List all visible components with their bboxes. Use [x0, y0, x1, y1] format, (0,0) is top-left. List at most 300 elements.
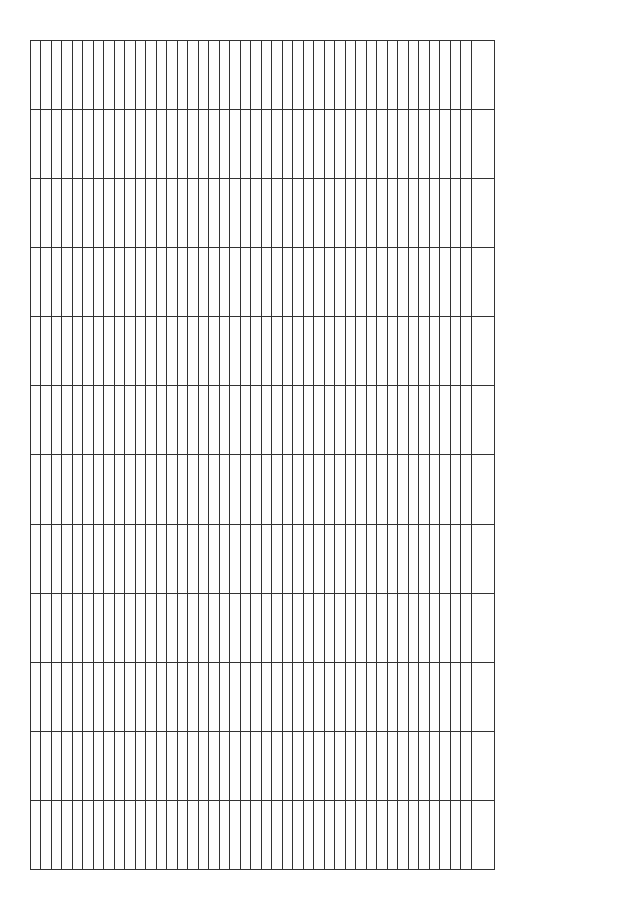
table-cell [31, 662, 42, 731]
table-cell [125, 179, 136, 248]
table-cell [157, 179, 168, 248]
table-row [398, 41, 409, 870]
table-cell [73, 731, 84, 800]
table-cell [251, 593, 262, 662]
table-cell [52, 662, 63, 731]
table-cell [293, 455, 304, 524]
header-cell [472, 731, 495, 800]
table-cell [377, 731, 388, 800]
table-cell [104, 800, 115, 869]
table-cell [220, 248, 231, 317]
table-cell [314, 41, 325, 110]
header-cell [472, 800, 495, 869]
table-cell [346, 386, 357, 455]
table-cell [304, 524, 315, 593]
table-cell [335, 386, 346, 455]
table-cell [209, 524, 220, 593]
table-cell [430, 593, 441, 662]
table-cell [125, 731, 136, 800]
table-cell [419, 110, 430, 179]
table-cell [388, 317, 399, 386]
table-cell [356, 524, 367, 593]
table-cell [94, 731, 105, 800]
table-cell [398, 317, 409, 386]
table-cell [146, 41, 157, 110]
table-cell [146, 248, 157, 317]
table-row [136, 41, 147, 870]
table-cell [304, 593, 315, 662]
table-cell [367, 800, 378, 869]
table-cell [335, 524, 346, 593]
table-cell [62, 455, 73, 524]
table-cell [304, 800, 315, 869]
table-cell [52, 524, 63, 593]
table-cell [199, 179, 210, 248]
header-cell [472, 41, 495, 110]
table-cell [272, 179, 283, 248]
table-cell [377, 662, 388, 731]
table-cell [367, 386, 378, 455]
table-cell [367, 731, 378, 800]
table-cell [31, 179, 42, 248]
table-cell [52, 41, 63, 110]
table-cell [125, 524, 136, 593]
table-cell [440, 41, 451, 110]
table-cell [94, 662, 105, 731]
table-cell [461, 731, 472, 800]
table-cell [377, 248, 388, 317]
table-cell [188, 593, 199, 662]
table-cell [440, 662, 451, 731]
table-cell [377, 455, 388, 524]
table-cell [451, 110, 462, 179]
table-cell [188, 731, 199, 800]
header-cell [472, 455, 495, 524]
table-cell [419, 317, 430, 386]
table-cell [167, 593, 178, 662]
table-cell [178, 41, 189, 110]
table-cell [461, 179, 472, 248]
table-cell [293, 800, 304, 869]
table-cell [73, 455, 84, 524]
table-cell [125, 41, 136, 110]
table-cell [251, 110, 262, 179]
table-cell [220, 593, 231, 662]
table-cell [314, 248, 325, 317]
table-cell [104, 731, 115, 800]
table-cell [304, 179, 315, 248]
table-cell [52, 800, 63, 869]
table-cell [314, 110, 325, 179]
header-cell [472, 662, 495, 731]
table-cell [251, 386, 262, 455]
table-cell [220, 317, 231, 386]
table-cell [199, 593, 210, 662]
table-cell [293, 179, 304, 248]
table-cell [388, 386, 399, 455]
header-cell [472, 593, 495, 662]
table-cell [283, 524, 294, 593]
table-cell [388, 41, 399, 110]
table-row [52, 41, 63, 870]
table-cell [293, 386, 304, 455]
table-cell [83, 800, 94, 869]
table-cell [230, 248, 241, 317]
table-cell [430, 386, 441, 455]
table-cell [157, 731, 168, 800]
table-cell [262, 662, 273, 731]
table-cell [314, 731, 325, 800]
table-cell [346, 110, 357, 179]
table-cell [125, 386, 136, 455]
table-cell [83, 41, 94, 110]
table-cell [52, 110, 63, 179]
table-cell [272, 41, 283, 110]
table-cell [73, 248, 84, 317]
table-cell [83, 110, 94, 179]
table-cell [73, 386, 84, 455]
table-cell [325, 731, 336, 800]
table-cell [136, 731, 147, 800]
table-cell [461, 455, 472, 524]
header-cell [472, 386, 495, 455]
table-cell [41, 41, 52, 110]
table-cell [52, 179, 63, 248]
table-cell [73, 593, 84, 662]
table-row [356, 41, 367, 870]
table-cell [440, 179, 451, 248]
table-cell [94, 110, 105, 179]
table-cell [62, 800, 73, 869]
table-cell [388, 593, 399, 662]
table-cell [209, 662, 220, 731]
table-cell [230, 731, 241, 800]
table-row [388, 41, 399, 870]
table-cell [461, 386, 472, 455]
table-cell [346, 662, 357, 731]
table-cell [409, 662, 420, 731]
table-cell [178, 248, 189, 317]
table-cell [461, 593, 472, 662]
table-cell [178, 179, 189, 248]
table-cell [104, 248, 115, 317]
table-cell [440, 248, 451, 317]
table-cell [104, 662, 115, 731]
table-cell [178, 731, 189, 800]
table-cell [52, 731, 63, 800]
table-cell [283, 662, 294, 731]
table-cell [178, 455, 189, 524]
table-cell [430, 110, 441, 179]
table-row [115, 41, 126, 870]
table-cell [125, 248, 136, 317]
table-cell [335, 731, 346, 800]
table-cell [409, 248, 420, 317]
table-cell [230, 110, 241, 179]
table-cell [398, 179, 409, 248]
table-cell [104, 317, 115, 386]
table-cell [188, 317, 199, 386]
table-cell [136, 593, 147, 662]
table-cell [251, 455, 262, 524]
table-cell [430, 800, 441, 869]
header-cell [472, 317, 495, 386]
table-cell [220, 524, 231, 593]
table-cell [262, 110, 273, 179]
table-cell [104, 110, 115, 179]
table-cell [199, 317, 210, 386]
table-cell [451, 386, 462, 455]
table-body [31, 41, 472, 870]
table-cell [304, 662, 315, 731]
table-cell [325, 386, 336, 455]
table-cell [115, 317, 126, 386]
table-cell [94, 248, 105, 317]
table-cell [356, 317, 367, 386]
table-cell [104, 386, 115, 455]
table-cell [52, 386, 63, 455]
table-cell [377, 317, 388, 386]
table-cell [230, 662, 241, 731]
table-cell [62, 524, 73, 593]
table-cell [314, 455, 325, 524]
table-cell [241, 179, 252, 248]
table-cell [451, 800, 462, 869]
table-cell [398, 41, 409, 110]
table-row [230, 41, 241, 870]
table-row [293, 41, 304, 870]
table-cell [451, 662, 462, 731]
table-cell [356, 731, 367, 800]
table-cell [31, 593, 42, 662]
table-cell [346, 179, 357, 248]
table-cell [419, 41, 430, 110]
table-cell [251, 524, 262, 593]
table-cell [136, 110, 147, 179]
table-cell [167, 248, 178, 317]
table-cell [178, 800, 189, 869]
table-cell [440, 110, 451, 179]
table-row [377, 41, 388, 870]
table-cell [430, 41, 441, 110]
table-cell [377, 800, 388, 869]
table-cell [125, 455, 136, 524]
table-row [41, 41, 52, 870]
table-cell [178, 317, 189, 386]
table-row [262, 41, 273, 870]
table-cell [83, 593, 94, 662]
table-cell [209, 593, 220, 662]
table-cell [346, 41, 357, 110]
table-cell [230, 386, 241, 455]
table-cell [251, 731, 262, 800]
table-cell [409, 317, 420, 386]
table-cell [167, 317, 178, 386]
table-row [419, 41, 430, 870]
table-row [178, 41, 189, 870]
table-cell [146, 317, 157, 386]
table-cell [136, 455, 147, 524]
table-cell [83, 731, 94, 800]
table-cell [272, 455, 283, 524]
table-row [451, 41, 462, 870]
table-cell [304, 386, 315, 455]
table-cell [157, 386, 168, 455]
table-cell [209, 110, 220, 179]
table-cell [325, 110, 336, 179]
table-cell [409, 593, 420, 662]
table-cell [325, 41, 336, 110]
table-cell [451, 179, 462, 248]
table-cell [146, 455, 157, 524]
table-cell [94, 41, 105, 110]
table-cell [451, 731, 462, 800]
table-cell [451, 41, 462, 110]
table-cell [230, 800, 241, 869]
table-cell [115, 662, 126, 731]
table-cell [157, 110, 168, 179]
table-cell [115, 179, 126, 248]
table-cell [304, 248, 315, 317]
table-cell [461, 110, 472, 179]
table-row [241, 41, 252, 870]
table-cell [209, 800, 220, 869]
table-row [272, 41, 283, 870]
table-cell [419, 593, 430, 662]
table-cell [283, 800, 294, 869]
table-cell [304, 455, 315, 524]
table-cell [146, 110, 157, 179]
table-cell [440, 317, 451, 386]
table-cell [146, 731, 157, 800]
table-row [335, 41, 346, 870]
table-cell [136, 662, 147, 731]
table-cell [83, 179, 94, 248]
table-cell [199, 800, 210, 869]
table-cell [220, 386, 231, 455]
table-cell [325, 593, 336, 662]
table-cell [230, 524, 241, 593]
table-cell [367, 248, 378, 317]
table-cell [388, 731, 399, 800]
table-cell [419, 386, 430, 455]
table-cell [115, 800, 126, 869]
table-cell [209, 455, 220, 524]
table-cell [461, 662, 472, 731]
table-cell [314, 524, 325, 593]
table-cell [94, 800, 105, 869]
table-cell [430, 731, 441, 800]
table-cell [388, 800, 399, 869]
table-cell [409, 179, 420, 248]
table-cell [346, 317, 357, 386]
table-cell [440, 455, 451, 524]
table-cell [220, 179, 231, 248]
table-cell [41, 179, 52, 248]
table-cell [188, 110, 199, 179]
table-cell [41, 110, 52, 179]
table-row [104, 41, 115, 870]
table-row [73, 41, 84, 870]
table-cell [209, 386, 220, 455]
header-cell [472, 110, 495, 179]
table-cell [209, 248, 220, 317]
table-cell [251, 41, 262, 110]
table-cell [188, 524, 199, 593]
table-cell [388, 455, 399, 524]
table-cell [62, 731, 73, 800]
table-cell [241, 800, 252, 869]
table-row [62, 41, 73, 870]
table-cell [199, 110, 210, 179]
table-cell [136, 317, 147, 386]
table-cell [94, 524, 105, 593]
table-cell [115, 455, 126, 524]
table-cell [104, 593, 115, 662]
table-cell [283, 248, 294, 317]
table-cell [356, 386, 367, 455]
table-cell [262, 593, 273, 662]
table-cell [419, 179, 430, 248]
header-cell [472, 179, 495, 248]
table-cell [262, 386, 273, 455]
table-cell [115, 386, 126, 455]
table-cell [41, 524, 52, 593]
table-cell [272, 248, 283, 317]
table-cell [461, 524, 472, 593]
table-cell [62, 41, 73, 110]
table-cell [367, 317, 378, 386]
table-cell [430, 455, 441, 524]
table-cell [62, 110, 73, 179]
table-cell [62, 386, 73, 455]
table-cell [262, 317, 273, 386]
table-cell [262, 179, 273, 248]
table-cell [199, 41, 210, 110]
table-row [367, 41, 378, 870]
table-cell [241, 248, 252, 317]
table-cell [409, 731, 420, 800]
table-cell [272, 593, 283, 662]
table-row [251, 41, 262, 870]
table-cell [335, 248, 346, 317]
table-cell [178, 110, 189, 179]
table-cell [461, 800, 472, 869]
table-cell [52, 455, 63, 524]
table-cell [41, 800, 52, 869]
table-row [325, 41, 336, 870]
table-cell [157, 248, 168, 317]
table-row [409, 41, 420, 870]
table-cell [398, 455, 409, 524]
table-cell [293, 110, 304, 179]
table-cell [440, 800, 451, 869]
table-cell [167, 731, 178, 800]
table-cell [398, 386, 409, 455]
table-cell [241, 593, 252, 662]
table-row [314, 41, 325, 870]
table-row [125, 41, 136, 870]
table-row [461, 41, 472, 870]
table-cell [146, 593, 157, 662]
table-cell [83, 248, 94, 317]
table-cell [272, 662, 283, 731]
table-cell [293, 731, 304, 800]
table-cell [167, 386, 178, 455]
table-cell [167, 524, 178, 593]
table-cell [31, 800, 42, 869]
table-cell [325, 179, 336, 248]
